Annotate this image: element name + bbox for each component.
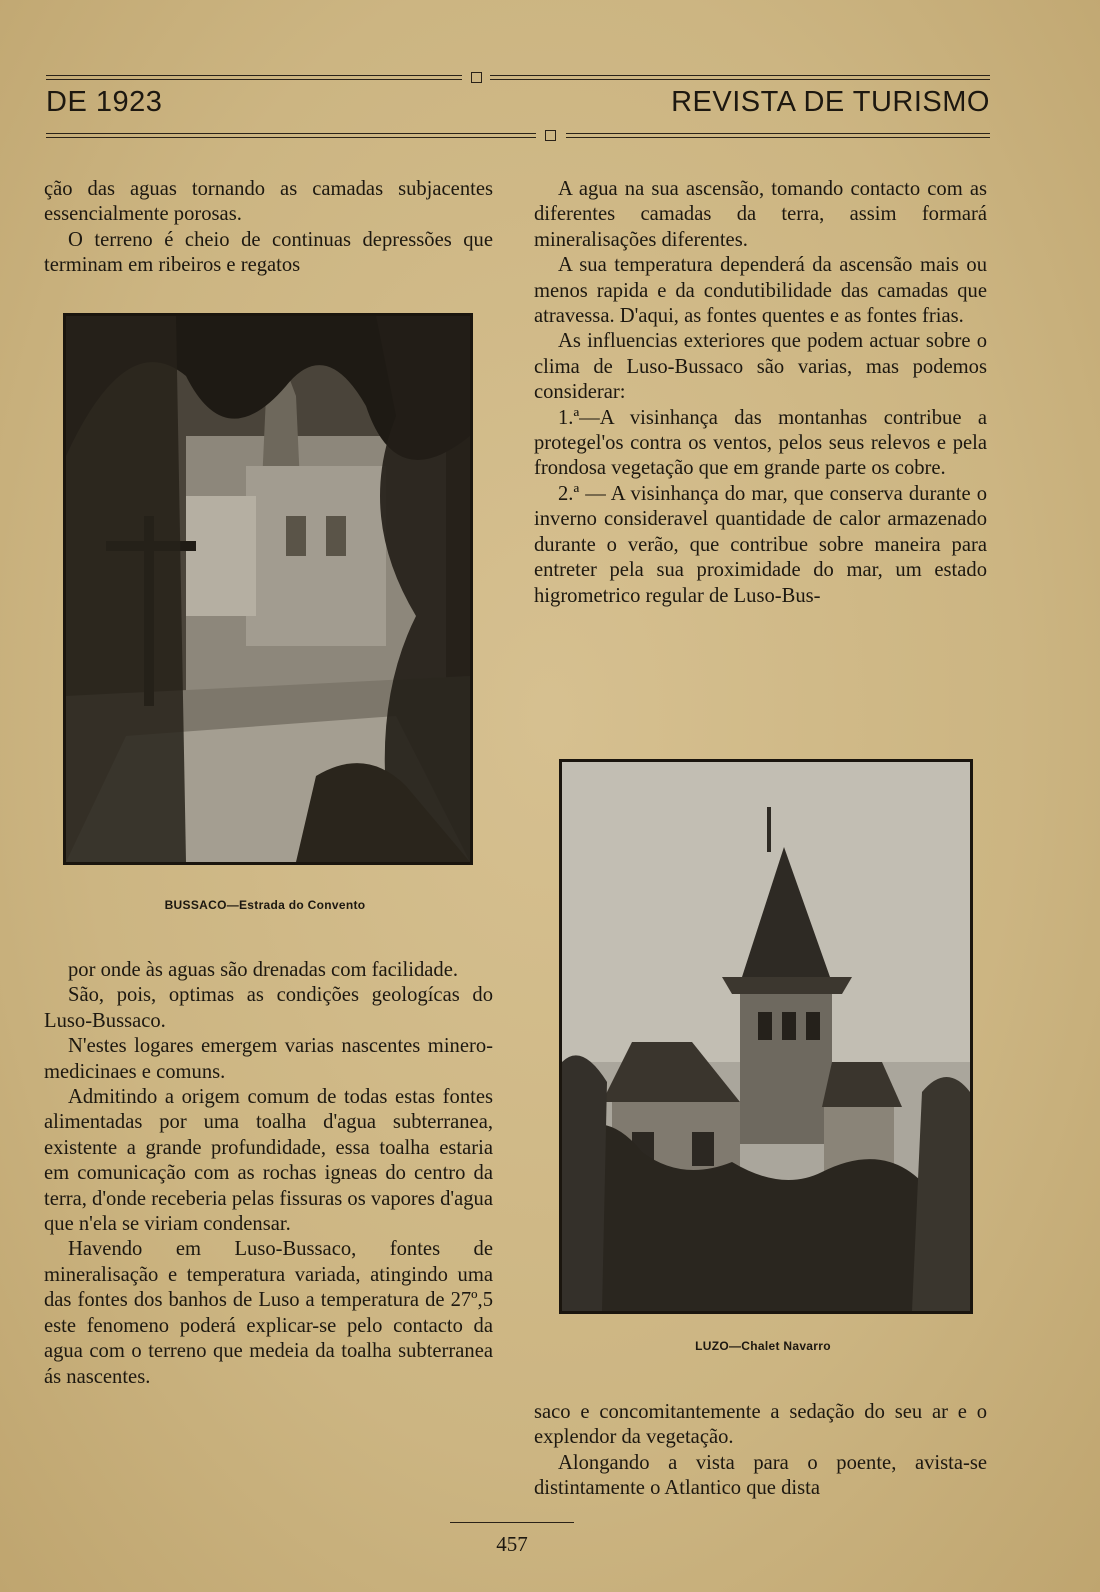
paragraph: saco e concomitantemente a sedação do seu ar e o explendor da vegetação. <box>534 1401 987 1449</box>
header-magazine-title: REVISTA DE TURISMO <box>671 86 990 118</box>
paragraph: As influencias exteriores que podem actuar sobre o clima de Luso-Bussaco são varias, mas podemos considerar: <box>534 330 987 404</box>
paragraph: Admitindo a origem comum de todas estas fontes alimentadas por uma toalha d'agua subterranea, existente a grande profundidade, essa toalha estaria em comunicação com as rochas igneas do centro da terra, d'onde receberia pelas fissuras os vapores d'agua que n'ela se viriam condensar. <box>44 1086 493 1236</box>
paragraph: Alongando a vista para o poente, avista-se distintamente o Atlantico que dista <box>534 1451 987 1500</box>
paragraph: por onde às aguas são drenadas com facilidade. <box>68 959 458 981</box>
caption-right: LUZO—Chalet Navarro <box>695 1339 831 1353</box>
left-column-top <box>44 177 493 279</box>
header-top-rule <box>46 72 990 84</box>
paragraph: N'estes logares emergem varias nascentes minero-medicinaes e comuns. <box>44 1035 493 1083</box>
paragraph: 2.ª — A visinhança do mar, que conserva durante o inverno consideravel quantidade de calor armazenado durante o verão, que contribue sobre maneira para entreter pela sua proximidade do mar, um estado higrometrico regular de Luso-Bus- <box>534 482 987 607</box>
photo-bussaco-estrada <box>63 313 473 865</box>
paragraph: A agua na sua ascensão, tomando contacto com as diferentes camadas da terra, assim formará mineralisações diferentes. <box>534 178 987 251</box>
header-bottom-rule <box>46 130 990 142</box>
paragraph: São, pois, optimas as condições geologícas do Luso-Bussaco. <box>44 984 493 1032</box>
right-column-bottom <box>534 1400 987 1502</box>
paragraph: ção das aguas tornando as camadas subjacentes essencialmente porosas. <box>44 178 493 226</box>
paragraph: Havendo em Luso-Bussaco, fontes de mineralisação e temperatura variada, atingindo uma das fontes dos banhos de Luso a temperatura de 27º,5 este fenomeno poderá explicar-se pelo contacto da agua com o terreno que medeia da toalha subterranea ás nascentes. <box>44 1238 493 1388</box>
paragraph: 1.ª—A visinhança das montanhas contribue a protegel'os contra os ventos, pelos seus relevos e pela frondosa vegetação que em grande parte os cobre. <box>534 406 987 480</box>
caption-left: BUSSACO—Estrada do Convento <box>164 898 366 912</box>
paragraph: A sua temperatura dependerá da ascensão mais ou menos rapida e da condutibilidade das camadas que atravessa. D'aqui, as fontes quentes e as fontes frias. <box>534 254 987 328</box>
left-column-bottom <box>44 958 493 1390</box>
page-number: 457 <box>496 1532 528 1556</box>
photo-luzo-chalet <box>559 759 973 1314</box>
footer-rule <box>450 1522 574 1523</box>
header-date: DE 1923 <box>46 86 163 118</box>
paragraph: O terreno é cheio de continuas depressões que terminam em ribeiros e regatos <box>44 228 493 277</box>
right-column-top <box>534 177 987 609</box>
